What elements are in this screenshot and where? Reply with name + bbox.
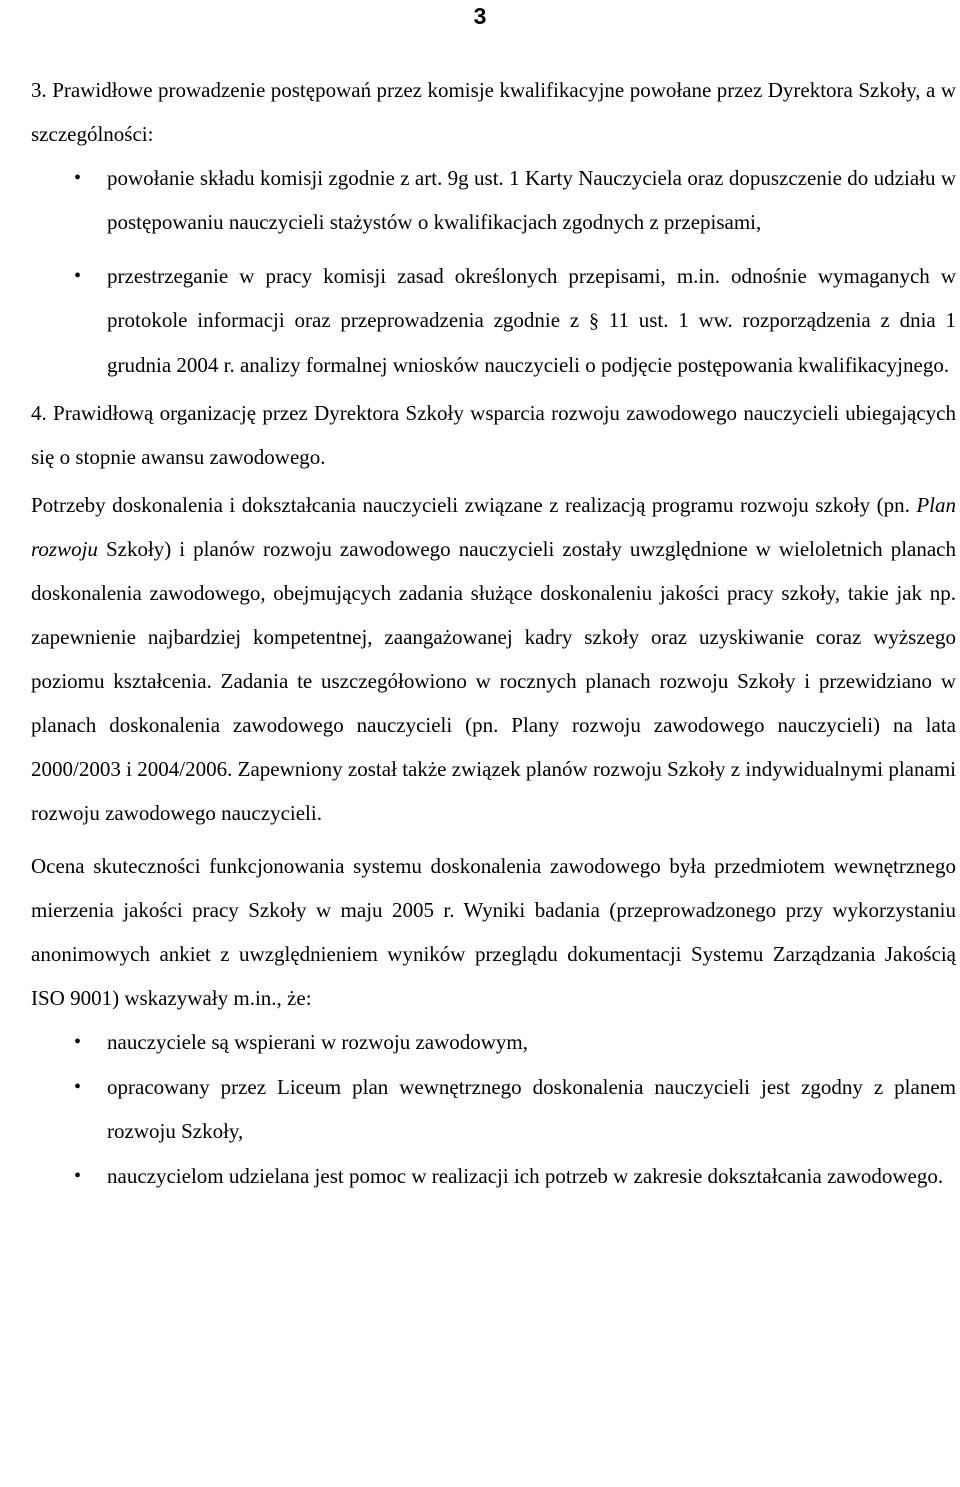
list-item bbox=[31, 156, 956, 244]
list-item-text: opracowany przez Liceum plan wewnętrznego doskonalenia nauczycieli jest zgodny z planem rozwoju Szkoły, bbox=[107, 1075, 956, 1143]
list-item-text bbox=[107, 264, 956, 377]
bullet-icon: • bbox=[74, 265, 82, 287]
bullet-icon: • bbox=[74, 167, 82, 189]
page-number: 3 bbox=[473, 3, 487, 29]
list-item bbox=[31, 1020, 956, 1064]
list-item bbox=[31, 1065, 956, 1153]
list-item-text: powołanie składu komisji zgodnie z art. 9g ust. 1 Karty Nauczyciela oraz dopuszczenie do udziału w postępowaniu nauczycieli stażystów o kwalifikacjach zgodnych z przepisami, bbox=[107, 166, 956, 234]
bullet-icon: • bbox=[74, 1031, 82, 1053]
plan-title: Plan rozwoju bbox=[31, 493, 957, 561]
section-4-paragraph-2: Ocena skuteczności funkcjonowania systemu doskonalenia zawodowego była przedmiotem wewnętrznego mierzenia jakości pracy Szkoły w maju 2005 r. Wyniki badania (przeprowadzonego przy wykorzystaniu anonimowych ankiet z uwzględnieniem wyników przeglądu dokumentacji Systemu Zarządzania Jakością ISO 9001) wskazywały m.in., że: bbox=[31, 854, 956, 1010]
findings-list bbox=[31, 1020, 956, 1198]
paragraph-text: Potrzeby doskonalenia i dokształcania nauczycieli związane z realizacją programu rozwoju szkoły (pn. bbox=[31, 493, 910, 517]
list-item-text: nauczyciele są wspierani w rozwoju zawodowym, bbox=[107, 1030, 529, 1054]
section-4-intro: 4. Prawidłową organizację przez Dyrektora Szkoły wsparcia rozwoju zawodowego nauczycieli ubiegających się o stopnie awansu zawodowego. bbox=[31, 401, 956, 469]
list-item-text-part: przestrzeganie w pracy komisji zasad określonych przepisami, m.in. odnośnie wymaganych w protokole informacji oraz przeprowadzenia zgodnie z bbox=[107, 264, 956, 332]
bullet-icon: • bbox=[74, 1076, 82, 1098]
list-item-text: nauczycielom udzielana jest pomoc w realizacji ich potrzeb w zakresie dokształcania zawodowego. bbox=[107, 1164, 944, 1188]
section-3-list bbox=[31, 156, 956, 387]
section-3-intro: 3. Prawidłowe prowadzenie postępowań przez komisje kwalifikacyjne powołane przez Dyrektora Szkoły, a w szczególności: bbox=[31, 78, 956, 146]
list-item-text-part: 11 ust. 1 ww. rozporządzenia z dnia 1 grudnia 2004 r. analizy formalnej wniosków nauczycieli o podjęcie postępowania kwalifikacyjnego. bbox=[107, 308, 957, 377]
list-item bbox=[31, 254, 956, 387]
paragraph-text: Szkoły) i planów rozwoju zawodowego nauczycieli zostały uwzględnione w wieloletnich planach doskonalenia zawodowego, obejmujących zadania służące doskonaleniu jakości pracy szkoły, takie jak np. zapewnienie najbardziej kompetentnej, zaangażowanej kadry szkoły oraz uzyskiwanie coraz wyższego poziomu kształcenia. Zadania te uszczegółowiono w rocznych planach rozwoju Szkoły i przewidziano w planach doskonalenia zawodowego nauczycieli (pn. Plany rozwoju zawodowego nauczycieli) na lata 2000/2003 i 2004/2006. Zapewniony został także związek planów rozwoju Szkoły z indywidualnymi planami rozwoju zawodowego nauczycieli. bbox=[31, 537, 956, 825]
list-item bbox=[31, 1154, 956, 1198]
section-4-paragraph-1 bbox=[31, 483, 956, 835]
bullet-icon: • bbox=[74, 1165, 82, 1187]
document-body bbox=[31, 68, 956, 1198]
section-sign: § bbox=[588, 310, 599, 332]
